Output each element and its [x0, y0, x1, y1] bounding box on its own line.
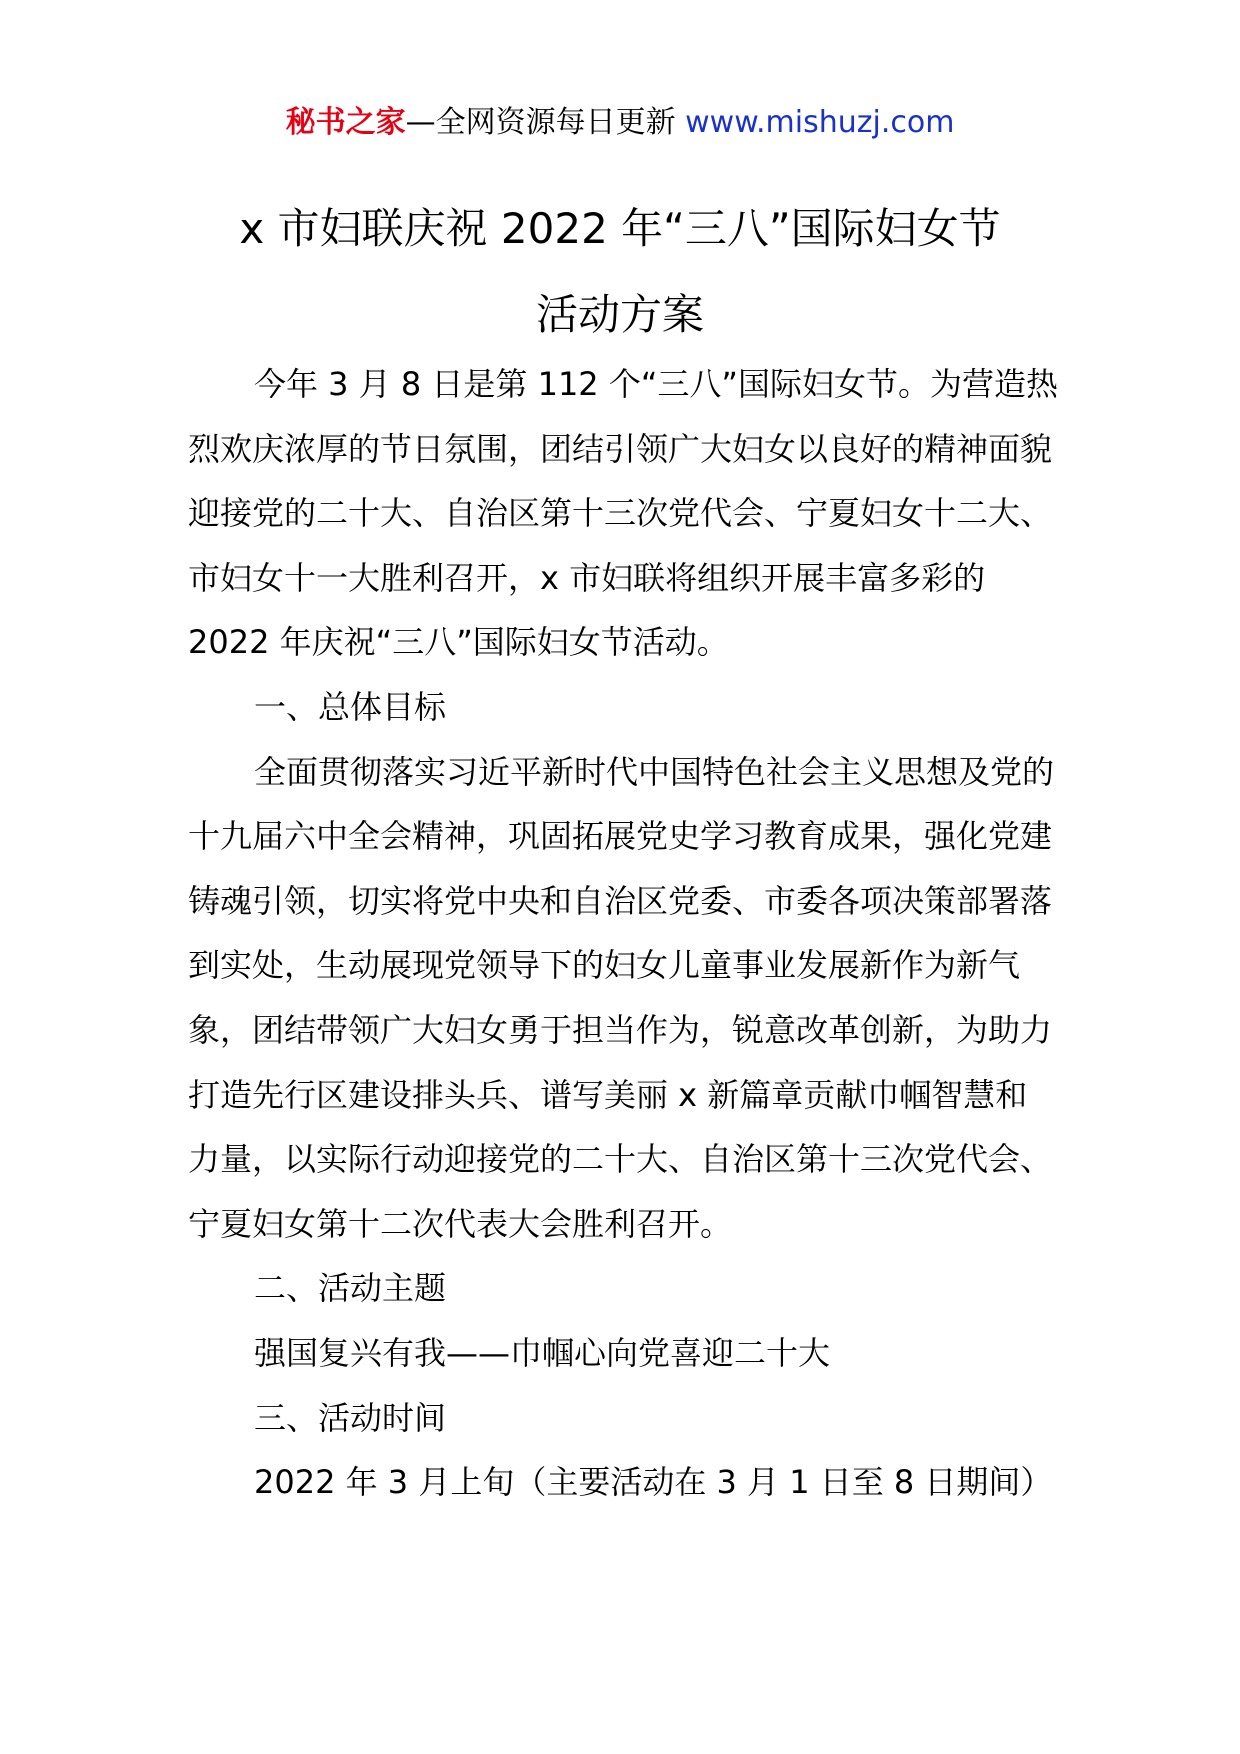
document-title — [0, 186, 1240, 358]
time-paragraph: 2022 年 3 月上旬（主要活动在 3 月 1 日至 8 日期间） — [254, 1463, 1053, 1502]
title-line-1: x 市妇联庆祝 2022 年“三八”国际妇女节 — [239, 204, 1001, 253]
goals-paragraph: 全面贯彻落实习近平新时代中国特色社会主义思想及党的十九届六中全会精神，巩固拓展党史学习教育成果，强化党建铸魂引领，切实将党中央和自治区党委、市委各项决策部署落到实处，生动展现党领导下的妇女儿童事业发展新作为新气象，团结带领广大妇女勇于担当作为，锐意改革创新，为助力打造先行区建设排头兵、谱写美丽 x 新篇章贡献巾帼智慧和力量，以实际行动迎接党的二十大、自治区第十三次党代会、宁夏妇女第十二次代表大会胜利召开。 — [188, 752, 1055, 1243]
theme-paragraph: 强国复兴有我——巾帼心向党喜迎二十大 — [254, 1333, 831, 1372]
intro-paragraph: 今年 3 月 8 日是第 112 个“三八”国际妇女节。为营造热烈欢庆浓厚的节日氛围，团结引领广大妇女以良好的精神面貌迎接党的二十大、自治区第十三次党代会、宁夏妇女十二大、市妇女十一大胜利召开，x 市妇联将组织开展丰富多彩的 2022 年庆祝“三八”国际妇女节活动。 — [188, 365, 1058, 662]
site-header — [0, 100, 1240, 146]
document-body — [188, 352, 1058, 1515]
title-line-2: 活动方案 — [535, 290, 704, 339]
section-heading-theme: 二、活动主题 — [254, 1269, 447, 1308]
site-url-link[interactable]: www.mishuzj.com — [685, 105, 955, 140]
header-tagline: —全网资源每日更新 — [405, 105, 676, 140]
brand-name: 秘书之家 — [285, 105, 406, 140]
section-heading-goals: 一、总体目标 — [254, 687, 447, 726]
section-heading-time: 三、活动时间 — [254, 1398, 447, 1437]
